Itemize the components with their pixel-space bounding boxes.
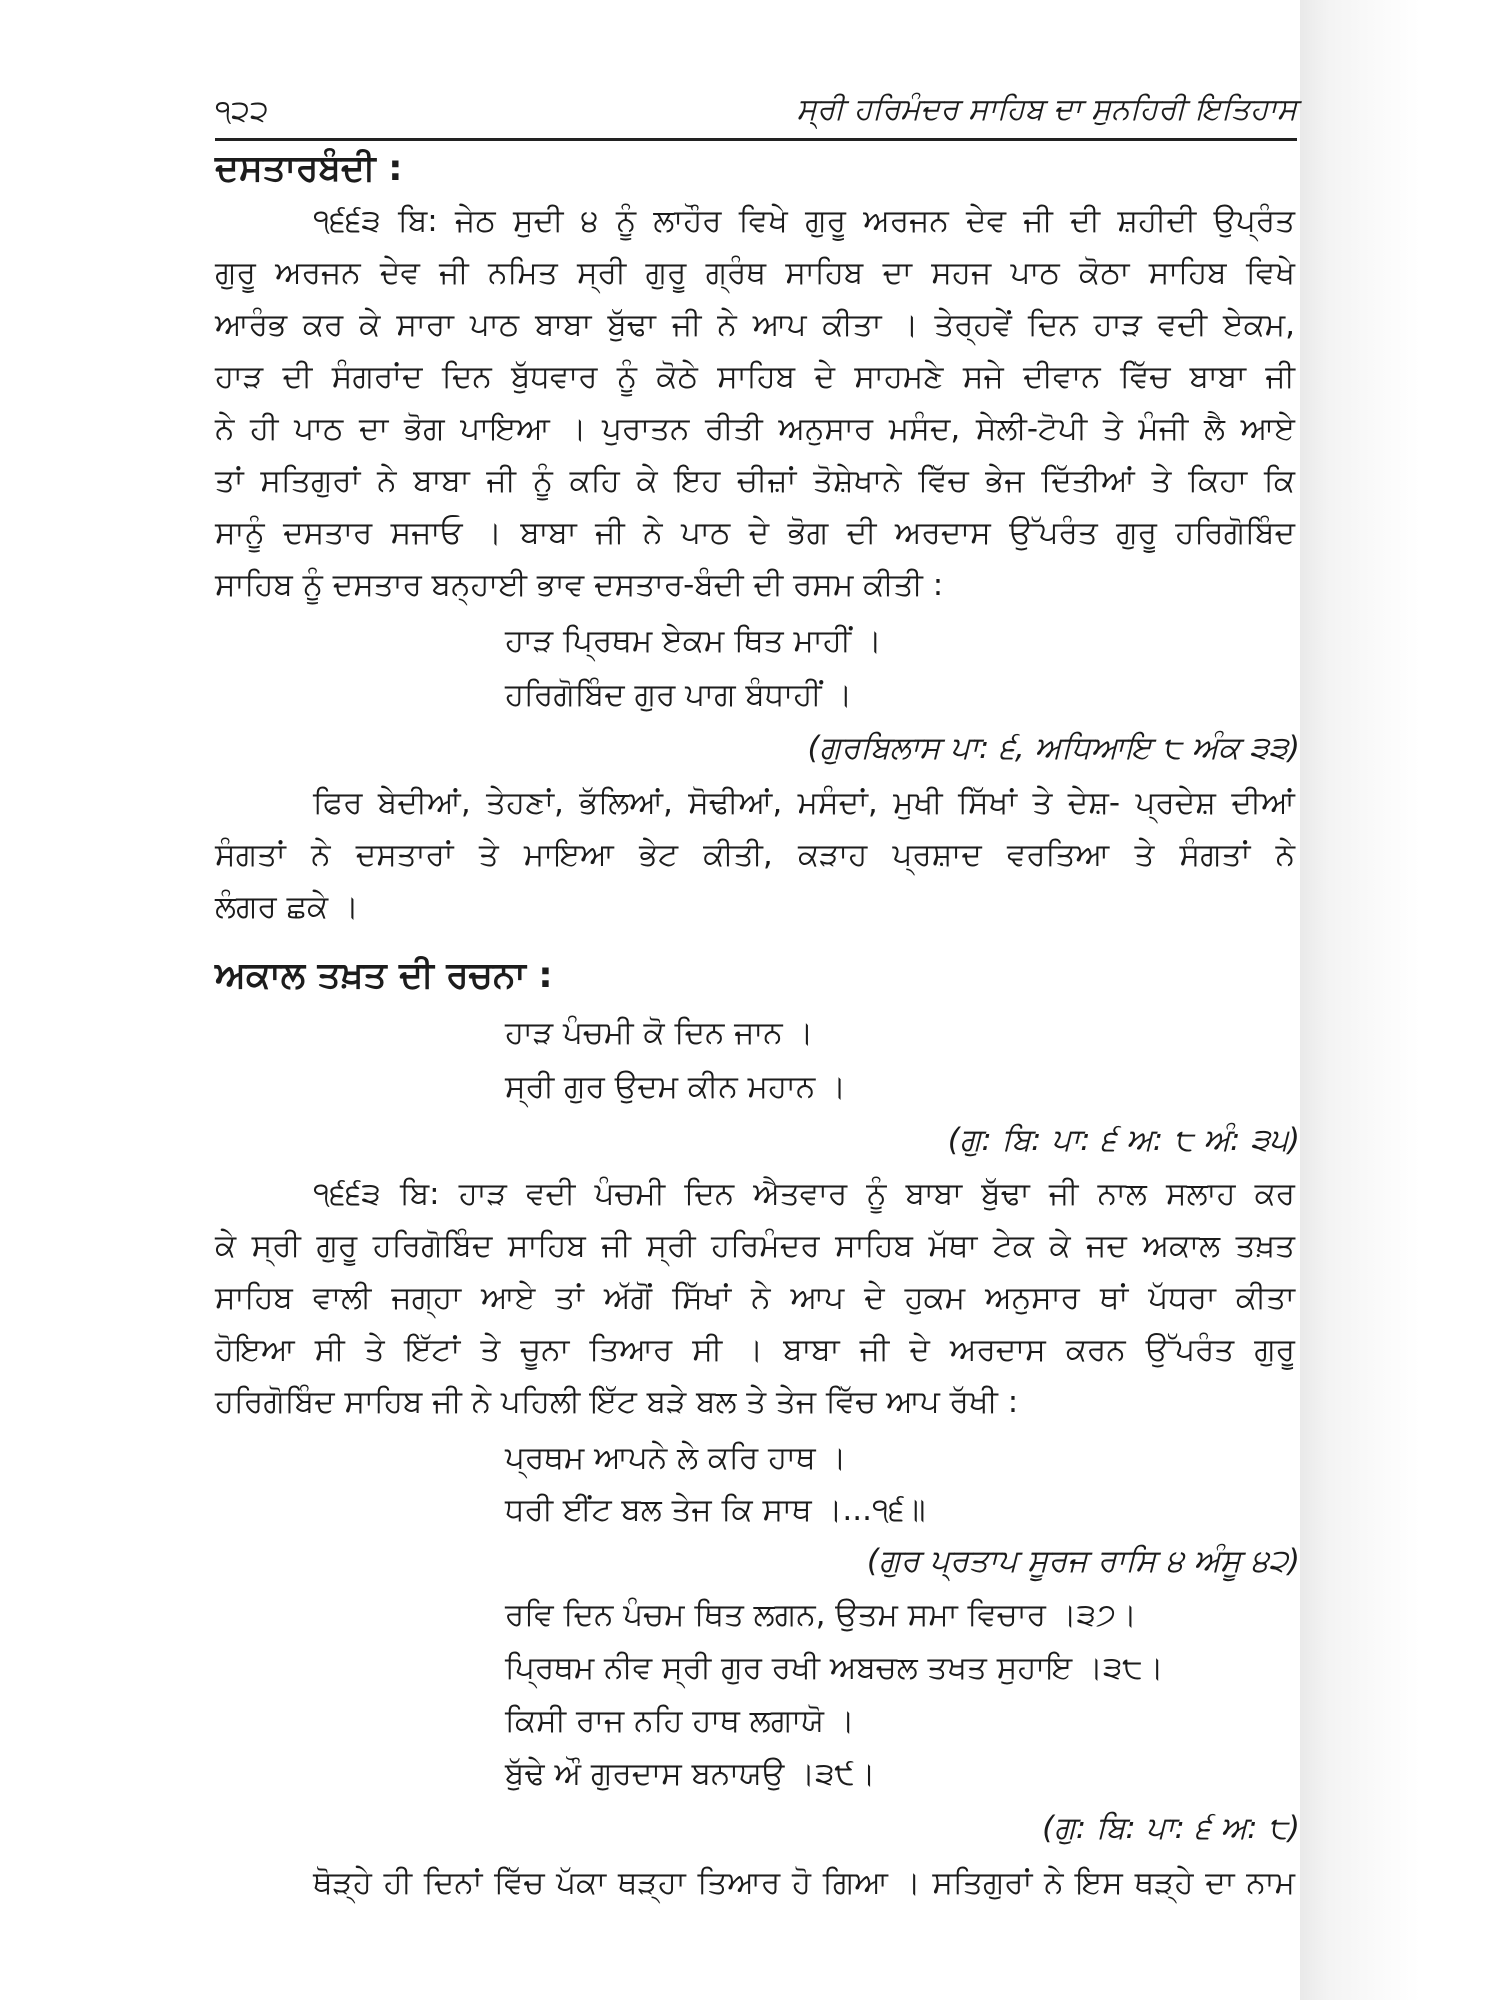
citation: (ਗੁਰਬਿਲਾਸ ਪਾ: ੬, ਅਧਿਆਇ ੮ ਅੰਕ ੩੩) xyxy=(807,730,1300,766)
paragraph-line: ਥੋੜ੍ਹੇ ਹੀ ਦਿਨਾਂ ਵਿੱਚ ਪੱਕਾ ਥੜ੍ਹਾ ਤਿਆਰ ਹੋ ਗਿਆ । ਸਤਿਗੁਰਾਂ ਨੇ ਇਸ ਥੜ੍ਹੇ ਦਾ ਨਾਮ xyxy=(313,1865,1295,1901)
paragraph-line: ਹਾੜ ਦੀ ਸੰਗਰਾਂਦ ਦਿਨ ਬੁੱਧਵਾਰ ਨੂੰ ਕੋਠੇ ਸਾਹਿਬ ਦੇ ਸਾਹਮਣੇ ਸਜੇ ਦੀਵਾਨ ਵਿੱਚ ਬਾਬਾ ਜੀ xyxy=(215,359,1295,395)
paragraph-line: ਸਾਹਿਬ ਨੂੰ ਦਸਤਾਰ ਬਨ੍ਹਾਈ ਭਾਵ ਦਸਤਾਰ-ਬੰਦੀ ਦੀ ਰਸਮ ਕੀਤੀ : xyxy=(215,567,944,603)
paragraph-line: ਫਿਰ ਬੇਦੀਆਂ, ਤੇਹਣਾਂ, ਭੱਲਿਆਂ, ਸੋਢੀਆਂ, ਮਸੰਦਾਂ, ਮੁਖੀ ਸਿੱਖਾਂ ਤੇ ਦੇਸ਼- ਪ੍ਰਦੇਸ਼ ਦੀਆਂ xyxy=(313,785,1295,821)
verse-line: ਧਰੀ ਈਂਟ ਬਲ ਤੇਜ ਕਿ ਸਾਥ ।...੧੬॥ xyxy=(505,1492,926,1528)
paragraph-line: ੧੬੬੩ ਬਿ: ਹਾੜ ਵਦੀ ਪੰਚਮੀ ਦਿਨ ਐਤਵਾਰ ਨੂੰ ਬਾਬਾ ਬੁੱਢਾ ਜੀ ਨਾਲ ਸਲਾਹ ਕਰ xyxy=(313,1176,1295,1212)
verse-line: ਹਾੜ ਪੰਚਮੀ ਕੋ ਦਿਨ ਜਾਨ । xyxy=(505,1015,814,1051)
paragraph-line: ਸਾਨੂੰ ਦਸਤਾਰ ਸਜਾਓ । ਬਾਬਾ ਜੀ ਨੇ ਪਾਠ ਦੇ ਭੋਗ ਦੀ ਅਰਦਾਸ ਉੱਪਰੰਤ ਗੁਰੂ ਹਰਿਗੋਬਿੰਦ xyxy=(215,515,1295,551)
citation: (ਗੁਰ ਪ੍ਰਤਾਪ ਸੂਰਜ ਰਾਸਿ ੪ ਅੰਸੂ ੪੨) xyxy=(866,1543,1300,1579)
verse-line: ਕਿਸੀ ਰਾਜ ਨਹਿ ਹਾਥ ਲਗਾਯੋ । xyxy=(505,1703,855,1739)
book-page xyxy=(215,40,1300,1990)
verse-line: ਬੁੱਢੇ ਔ ਗੁਰਦਾਸ ਬਨਾਯਉ ।੩੯। xyxy=(505,1756,876,1792)
verse-line: ਹਾੜ ਪ੍ਰਿਥਮ ਏਕਮ ਥਿਤ ਮਾਹੀਂ । xyxy=(505,623,882,659)
verse-line: ਰਵਿ ਦਿਨ ਪੰਚਮ ਥਿਤ ਲਗਨ, ਉਤਮ ਸਮਾ ਵਿਚਾਰ ।੩੭। xyxy=(505,1597,1137,1633)
verse-line: ਪ੍ਰਥਮ ਆਪਨੇ ਲੇ ਕਰਿ ਹਾਥ । xyxy=(505,1440,847,1476)
section-heading-akal-takht: ਅਕਾਲ ਤਖ਼ਤ ਦੀ ਰਚਨਾ : xyxy=(215,955,553,996)
paragraph-line: ਹਰਿਗੋਬਿੰਦ ਸਾਹਿਬ ਜੀ ਨੇ ਪਹਿਲੀ ਇੱਟ ਬੜੇ ਬਲ ਤੇ ਤੇਜ ਵਿੱਚ ਆਪ ਰੱਖੀ : xyxy=(215,1384,1019,1420)
paragraph-line: ਕੇ ਸ੍ਰੀ ਗੁਰੂ ਹਰਿਗੋਬਿੰਦ ਸਾਹਿਬ ਜੀ ਸ੍ਰੀ ਹਰਿਮੰਦਰ ਸਾਹਿਬ ਮੱਥਾ ਟੇਕ ਕੇ ਜਦ ਅਕਾਲ ਤਖ਼ਤ xyxy=(215,1228,1295,1264)
verse-line: ਸ੍ਰੀ ਗੁਰ ਉਦਮ ਕੀਨ ਮਹਾਨ । xyxy=(505,1069,847,1105)
page-header xyxy=(215,92,1297,141)
section-heading-dastarbandi: ਦਸਤਾਰਬੰਦੀ : xyxy=(215,148,403,189)
citation: (ਗੁ: ਬਿ: ਪਾ: ੬ ਅ: ੮ ਅੰ: ੩੫) xyxy=(947,1122,1300,1158)
paragraph-line: ਸੰਗਤਾਂ ਨੇ ਦਸਤਾਰਾਂ ਤੇ ਮਾਇਆ ਭੇਟ ਕੀਤੀ, ਕੜਾਹ ਪ੍ਰਸ਼ਾਦ ਵਰਤਿਆ ਤੇ ਸੰਗਤਾਂ ਨੇ xyxy=(215,837,1295,873)
verse-line: ਪ੍ਰਿਥਮ ਨੀਵ ਸ੍ਰੀ ਗੁਰ ਰਖੀ ਅਬਚਲ ਤਖਤ ਸੁਹਾਇ ।੩੮। xyxy=(505,1650,1164,1686)
paragraph-line: ਲੰਗਰ ਛਕੇ । xyxy=(215,889,359,925)
paragraph-line: ੧੬੬੩ ਬਿ: ਜੇਠ ਸੁਦੀ ੪ ਨੂੰ ਲਾਹੌਰ ਵਿਖੇ ਗੁਰੂ ਅਰਜਨ ਦੇਵ ਜੀ ਦੀ ਸ਼ਹੀਦੀ ਉਪ੍ਰੰਤ xyxy=(313,203,1295,239)
paragraph-line: ਨੇ ਹੀ ਪਾਠ ਦਾ ਭੋਗ ਪਾਇਆ । ਪੁਰਾਤਨ ਰੀਤੀ ਅਨੁਸਾਰ ਮਸੰਦ, ਸੇਲੀ-ਟੋਪੀ ਤੇ ਮੰਜੀ ਲੈ ਆਏ xyxy=(215,411,1295,447)
page-edge-shadow xyxy=(1300,0,1500,2000)
paragraph-line: ਤਾਂ ਸਤਿਗੁਰਾਂ ਨੇ ਬਾਬਾ ਜੀ ਨੂੰ ਕਹਿ ਕੇ ਇਹ ਚੀਜ਼ਾਂ ਤੋਸ਼ੇਖਾਨੇ ਵਿੱਚ ਭੇਜ ਦਿੱਤੀਆਂ ਤੇ ਕਿਹਾ ਕਿ xyxy=(215,463,1295,499)
paragraph-line: ਸਾਹਿਬ ਵਾਲੀ ਜਗ੍ਹਾ ਆਏ ਤਾਂ ਅੱਗੋਂ ਸਿੱਖਾਂ ਨੇ ਆਪ ਦੇ ਹੁਕਮ ਅਨੁਸਾਰ ਥਾਂ ਪੱਧਰਾ ਕੀਤਾ xyxy=(215,1280,1295,1316)
verse-line: ਹਰਿਗੋਬਿੰਦ ਗੁਰ ਪਾਗ ਬੰਧਾਹੀਂ । xyxy=(505,677,853,713)
paragraph-line: ਆਰੰਭ ਕਰ ਕੇ ਸਾਰਾ ਪਾਠ ਬਾਬਾ ਬੁੱਢਾ ਜੀ ਨੇ ਆਪ ਕੀਤਾ । ਤੇਰ੍ਹਵੇਂ ਦਿਨ ਹਾੜ ਵਦੀ ਏਕਮ, xyxy=(215,307,1295,343)
running-title: ਸ੍ਰੀ ਹਰਿਮੰਦਰ ਸਾਹਿਬ ਦਾ ਸੁਨਹਿਰੀ ਇਤਿਹਾਸ xyxy=(796,92,1297,127)
page-number: ੧੨੨ xyxy=(215,94,269,129)
paragraph-line: ਹੋਇਆ ਸੀ ਤੇ ਇੱਟਾਂ ਤੇ ਚੂਨਾ ਤਿਆਰ ਸੀ । ਬਾਬਾ ਜੀ ਦੇ ਅਰਦਾਸ ਕਰਨ ਉੱਪਰੰਤ ਗੁਰੂ xyxy=(215,1332,1295,1368)
citation: (ਗੁ: ਬਿ: ਪਾ: ੬ ਅ: ੮) xyxy=(1042,1810,1300,1846)
paragraph-line: ਗੁਰੂ ਅਰਜਨ ਦੇਵ ਜੀ ਨਮਿਤ ਸ੍ਰੀ ਗੁਰੂ ਗ੍ਰੰਥ ਸਾਹਿਬ ਦਾ ਸਹਜ ਪਾਠ ਕੋਠਾ ਸਾਹਿਬ ਵਿਖੇ xyxy=(215,255,1295,291)
